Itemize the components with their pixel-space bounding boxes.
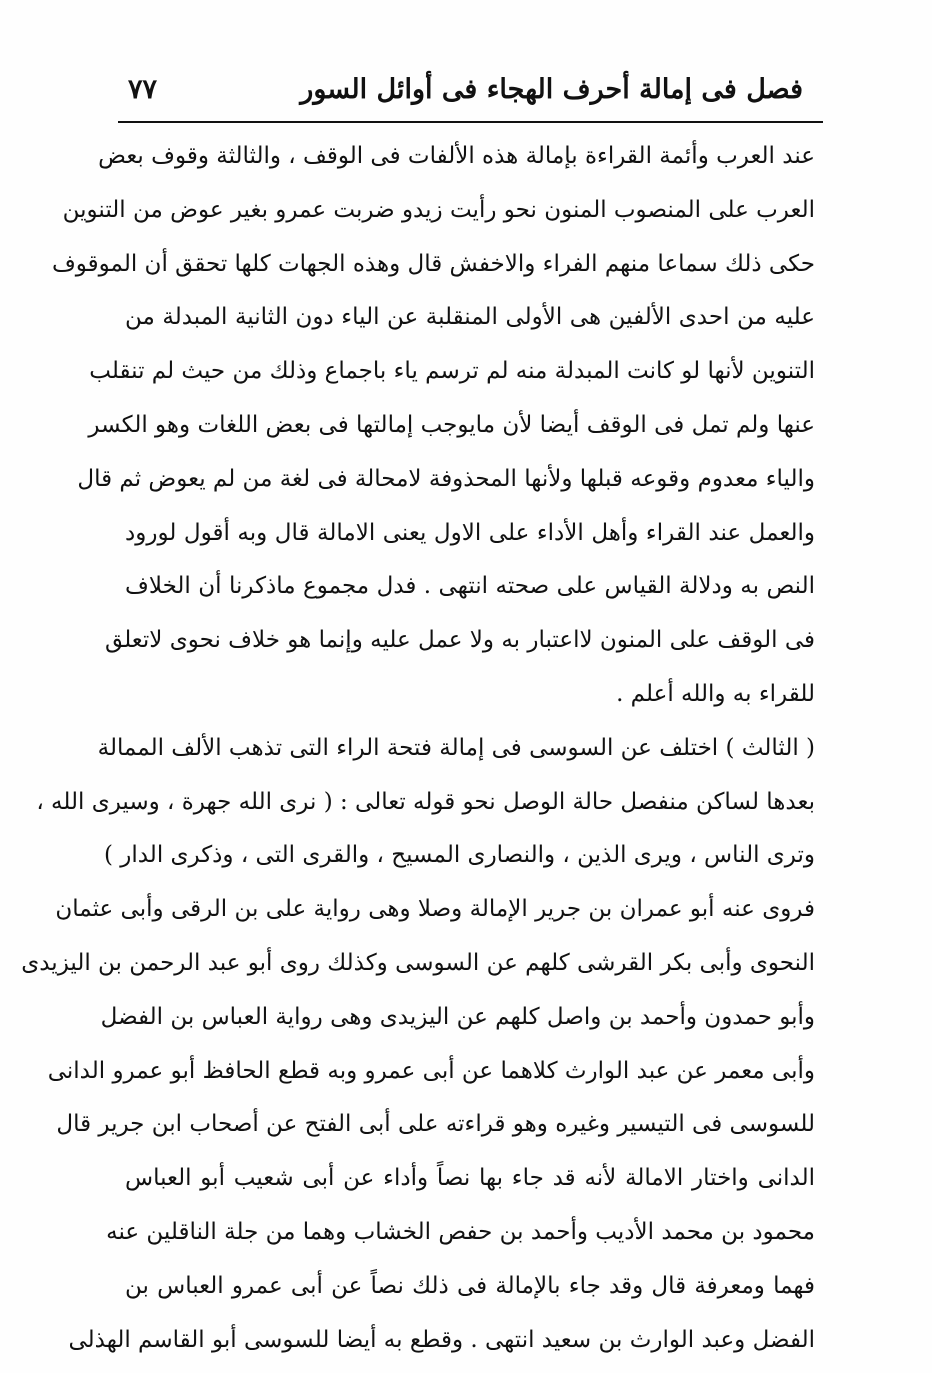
text-line: عند العرب وأئمة القراءة بإمالة هذه الألفات فى الوقف ، والثالثة وقوف بعض	[98, 143, 815, 169]
text-line: فروى عنه أبو عمران بن جرير الإمالة وصلا وهى رواية على بن الرقى وأبى عثمان	[55, 896, 815, 923]
paragraph-2	[21, 722, 815, 1368]
text-line: محمود بن محمد الأديب وأحمد بن حفص الخشاب وهما من جلة الناقلين عنه	[106, 1218, 815, 1245]
text-line: للقراء به والله أعلم .	[616, 680, 815, 707]
text-line: وأبى معمر عن عبد الوارث كلاهما عن أبى عمرو وبه قطع الحافظ أبو عمرو الدانى	[47, 1057, 815, 1084]
text-line: عنها ولم تمل فى الوقف أيضا لأن مايوجب إمالتها فى بعض اللغات وهو الكسر	[88, 411, 815, 438]
body-text	[21, 130, 815, 1367]
text-line: والعمل عند القراء وأهل الأداء على الاول يعنى الامالة قال وبه أقول لورود	[125, 519, 815, 546]
text-line: النص به ودلالة القياس على صحته انتهى . فدل مجموع ماذكرنا أن الخلاف	[125, 573, 815, 600]
text-line: حكى ذلك سماعا منهم الفراء والاخفش قال وهذه الجهات كلها تحقق أن الموقوف	[51, 250, 815, 277]
page-number: ٧٧	[128, 74, 158, 105]
text-line: التنوين لأنها لو كانت المبدلة منه لم ترسم ياء باجماع وذلك من حيث لم تنقلب	[89, 358, 815, 385]
text-line: الدانى واختار الامالة لأنه قد جاء بها نصاً وأداء عن أبى شعيب أبو العباس	[125, 1165, 815, 1192]
text-line: النحوى وأبى بكر القرشى كلهم عن السوسى وكذلك روى أبو عبد الرحمن بن اليزيدى	[21, 949, 815, 976]
text-line: الفضل وعبد الوارث بن سعيد انتهى . وقطع به أيضا للسوسى أبو القاسم الهذلى	[68, 1326, 815, 1353]
header-title: فصل فى إمالة أحرف الهجاء فى أوائل السور	[300, 74, 803, 105]
text-line: عليه من احدى الألفين هى الأولى المنقلبة عن الياء دون الثانية المبدلة من	[125, 304, 815, 331]
text-line: بعدها لساكن منفصل حالة الوصل نحو قوله تعالى : ( نرى الله جهرة ، وسيرى الله ،	[36, 788, 815, 815]
header-rule	[118, 121, 823, 123]
text-line: وترى الناس ، ويرى الذين ، والنصارى المسيح ، والقرى التى ، وذكرى الدار )	[103, 842, 815, 869]
text-line: فهما ومعرفة قال وقد جاء بالإمالة فى ذلك نصاً عن أبى عمرو العباس بن	[125, 1272, 815, 1299]
text-line: العرب على المنصوب المنون نحو رأيت زيدو ضربت عمرو بغير عوض من التنوين	[62, 196, 815, 223]
text-line: وأبو حمدون وأحمد بن واصل كلهم عن اليزيدى وهى رواية العباس بن الفضل	[100, 1003, 815, 1030]
text-line: ( الثالث ) اختلف عن السوسى فى إمالة فتحة الراء التى تذهب الألف الممالة	[97, 734, 815, 761]
text-line: والياء معدوم وقوعه قبلها ولأنها المحذوفة لامحالة فى لغة من لم يعوض ثم قال	[77, 465, 815, 492]
text-line: فى الوقف على المنون لااعتبار به ولا عمل عليه وإنما هو خلاف نحوى لاتعلق	[105, 627, 815, 654]
running-header	[118, 68, 823, 118]
paragraph-1	[51, 130, 815, 722]
text-line: للسوسى فى التيسير وغيره وهو قراءته على أبى الفتح عن أصحاب ابن جرير قال	[56, 1111, 815, 1138]
